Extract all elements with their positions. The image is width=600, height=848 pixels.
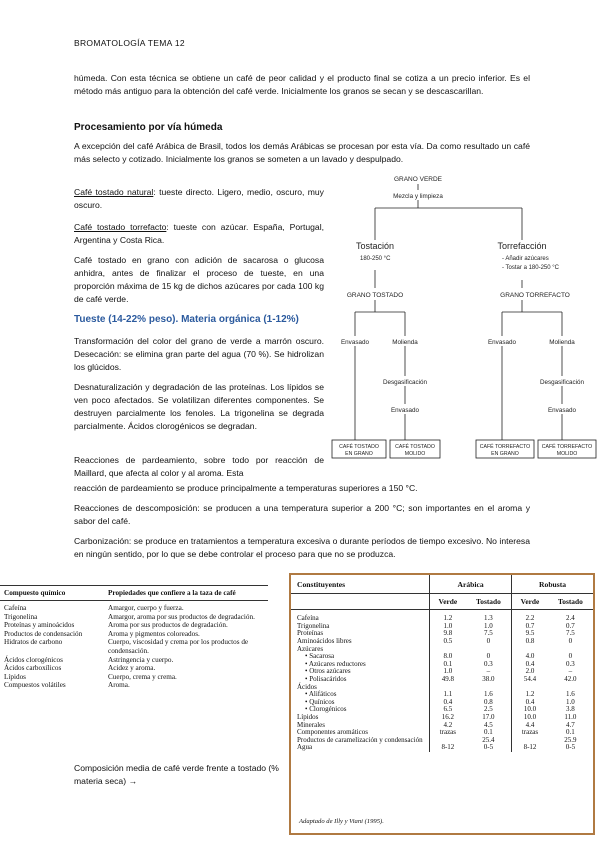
compound-name: Ácidos carboxílicos	[4, 664, 62, 673]
constituent-name: Productos de caramelización y condensación	[297, 735, 423, 744]
constituent-name: Ácidos	[297, 682, 317, 691]
constituent-name: • Otros azúcares	[305, 667, 351, 676]
constituent-value: 6.5	[430, 706, 466, 714]
diagram-torrefaccion: Torrefacción	[497, 241, 547, 251]
compound-row	[0, 630, 268, 639]
diagram-envasado-4: Envasado	[547, 407, 577, 414]
constituent-name: Lípidos	[297, 712, 319, 721]
diagram-grano-tostado: GRANO TOSTADO	[346, 292, 404, 299]
constituent-value: 7.5	[566, 629, 575, 638]
diagram-molienda-1: Molienda	[392, 339, 418, 346]
diagram-tostacion-temp: 180-250 °C	[360, 256, 391, 262]
constituent-value: 49.8	[430, 676, 466, 684]
compounds-table	[0, 585, 268, 711]
compound-row	[0, 621, 268, 630]
table-caption	[74, 762, 284, 788]
carbonizacion-paragraph: Carbonización: se produce en tratamientos a temperatura excesiva o durante períodos de tiempo excesivo. No interesa en ningún sentido, por lo que se debe controlar el proceso para que no se produzca.	[74, 536, 530, 559]
constituent-value: –	[568, 667, 573, 676]
box3-line1: CAFÉ TORREFACTO	[479, 444, 531, 450]
constituent-value: 4.7	[566, 720, 575, 729]
compound-row	[0, 604, 268, 613]
compound-property: Cuerpo, crema y crema.	[108, 672, 177, 681]
constituent-name: • Alifáticos	[305, 690, 337, 699]
transformacion-paragraph: Transformación del color del grano de verde a marrón oscuro. Desecación: se elimina gran parte del agua (70 %). Se hidrolizan los glúcidos.	[74, 336, 324, 372]
constituent-value: 0.4	[512, 699, 548, 707]
constituent-value: 0-5	[565, 743, 576, 752]
sub-tostado-robusta: Tostado	[548, 593, 593, 610]
natural-text: : tueste directo. Ligero, medio, oscuro, muy oscuro.	[74, 187, 324, 210]
constituent-value: 8-12	[512, 744, 548, 752]
constituent-value: 16.2	[430, 714, 466, 722]
maillard-paragraph: Reacciones de pardeamiento, sobre todo por reacción de Maillard, que afecta al color y al aroma. Esta	[74, 455, 324, 478]
compound-property: Aroma y pigmentos coloreados.	[108, 629, 200, 638]
constituent-value: 0.4	[430, 699, 466, 707]
table-footnote: Adaptado de Illy y Viani (1995).	[299, 818, 384, 825]
constituent-value: 0.3	[484, 659, 493, 668]
box3-line2: EN GRANO	[491, 451, 519, 457]
composition-row	[291, 691, 593, 699]
constituent-value: 0	[568, 652, 573, 661]
constituent-value: 11.0	[564, 712, 577, 721]
constituent-value: 2.0	[512, 668, 548, 676]
diagram-envasado-2: Envasado	[487, 339, 517, 346]
compound-row	[0, 664, 268, 673]
constituent-value: 8.0	[430, 653, 466, 661]
constituent-value: –	[486, 667, 491, 676]
constituent-value: 1.0	[484, 621, 493, 630]
compound-property: Aroma por sus productos de degradación.	[108, 621, 228, 630]
section-paragraph: A excepción del café Arábica de Brasil, todos los demás Arábicas se procesan por esta vía. Da como resultado un café más selecto y cotizado. Inicialmente los granos se someten a un lavado y despulpado.	[74, 141, 530, 164]
torrefacto-text: : tueste con azúcar. España, Portugal, Argentina y Costa Rica.	[74, 222, 324, 245]
process-diagram	[330, 170, 600, 462]
constituent-value: 9.8	[430, 630, 466, 638]
header-propiedades: Propiedades que confiere a la taza de café	[108, 589, 236, 597]
diagram-envasado-3: Envasado	[390, 407, 420, 414]
constituent-value: 1.6	[484, 690, 493, 699]
constituent-value: 2.2	[512, 610, 548, 623]
constituent-name: Aminoácidos libres	[297, 636, 352, 645]
constituent-value: 7.5	[484, 629, 493, 638]
compound-row	[0, 613, 268, 622]
natural-paragraph	[74, 186, 324, 212]
grano-paragraph: Café tostado en grano con adición de sacarosa o glucosa anhidra, antes de finalizar el proceso de tueste, en una proporción máxima de 15 kg de dichos azúcares por cada 100 kg de café verde.	[74, 255, 324, 304]
compound-name: Hidratos de carbono	[4, 638, 63, 647]
constituent-value: 0.1	[484, 728, 493, 737]
torrefacto-paragraph	[74, 221, 324, 247]
constituent-name: Componentes aromáticos	[297, 728, 368, 737]
constituent-name: Azúcares	[297, 644, 324, 653]
constituent-value: 8-12	[430, 744, 466, 752]
desnaturalizacion-paragraph: Desnaturalización y degradación de las proteínas. Los lípidos se ven poco afectados. Se volatilizan diferentes componentes. Se destruyen parcialmente los fenoles. La trigonelina se degrada parcialmente. Ácidos clorogénicos se degradan.	[74, 382, 324, 431]
constituent-value: 0.8	[484, 697, 493, 706]
constituent-value: 0.1	[566, 728, 575, 737]
constituent-value: 0-5	[483, 743, 494, 752]
compound-name: Ácidos clorogénicos	[4, 655, 63, 664]
constituent-value: 4.5	[484, 720, 493, 729]
constituent-value: 0.5	[430, 638, 466, 646]
diagram-torref-1: - Añadir azúcares	[502, 256, 549, 262]
compound-property: Acidez y aroma.	[108, 664, 156, 673]
compound-property: Amargor, cuerpo y fuerza.	[108, 604, 184, 612]
compound-name: Trigonelina	[4, 612, 38, 621]
constituent-value: 17.0	[482, 712, 495, 721]
composition-row	[291, 744, 593, 752]
compound-name: Compuestos volátiles	[4, 681, 66, 690]
compound-row	[0, 673, 268, 682]
box4-line1: CAFÉ TORREFACTO	[541, 444, 593, 450]
diagram-desgasificacion-1: Desgasificación	[382, 379, 428, 386]
constituent-value: trazas	[430, 729, 466, 737]
col-robusta: Robusta	[512, 575, 593, 593]
col-constituyentes: Constituyentes	[291, 575, 430, 593]
constituent-value: 38.0	[482, 674, 495, 683]
constituent-name: • Quínicos	[305, 697, 335, 706]
constituent-name: Cafeína	[297, 614, 319, 623]
natural-label: Café tostado natural	[74, 187, 154, 197]
diagram-grano-verde: GRANO VERDE	[393, 176, 443, 183]
constituent-value: 0.7	[566, 621, 575, 630]
diagram-tostacion: Tostación	[355, 241, 395, 251]
constituent-value: 1.2	[512, 691, 548, 699]
constituent-value: trazas	[512, 729, 548, 737]
constituent-value: 3.8	[566, 705, 575, 714]
compounds-table-body	[0, 601, 268, 690]
compound-property: Astringencia y cuerpo.	[108, 655, 174, 664]
constituent-name: Minerales	[297, 720, 325, 729]
compound-name: Productos de condensación	[4, 629, 83, 638]
composition-row	[291, 638, 593, 646]
compound-name: Proteínas y aminoácidos	[4, 621, 75, 630]
constituent-value: 4.4	[512, 722, 548, 730]
composition-row	[291, 676, 593, 684]
constituent-value: 0.4	[512, 661, 548, 669]
col-arabica: Arábica	[430, 575, 512, 593]
constituent-name: Agua	[297, 743, 313, 752]
diagram-torref-2: - Tostar a 180-250 °C	[502, 265, 559, 271]
compound-row	[0, 681, 268, 690]
constituent-value: 2.5	[484, 705, 493, 714]
tueste-title: Tueste (14-22% peso). Materia orgánica (1-12%)	[74, 314, 299, 325]
constituent-value: 1.0	[430, 668, 466, 676]
page-header: BROMATOLOGÍA TEMA 12	[74, 38, 185, 48]
constituent-value: 10.0	[512, 714, 548, 722]
composition-row	[291, 714, 593, 722]
constituent-value: 1.6	[566, 690, 575, 699]
constituent-value: 1.1	[430, 691, 466, 699]
sub-verde-arabica: Verde	[430, 593, 466, 610]
compound-row	[0, 656, 268, 665]
box2-line1: CAFÉ TOSTADO	[395, 444, 435, 450]
maillard-paragraph-cont: reacción de pardeamiento se produce principalmente a temperaturas superiores a 150 °C.	[74, 483, 418, 493]
intro-paragraph: húmeda. Con esta técnica se obtiene un café de peor calidad y el producto final se cotiza a un precio inferior. Es el método más antiguo para la obtención del café verde. Inicialmente los granos se secan y se descascarillan.	[74, 73, 530, 96]
composition-row	[291, 610, 593, 623]
compound-property: Cuerpo, viscosidad y crema por los productos de condensación.	[108, 638, 249, 655]
constituent-value: 1.2	[430, 610, 466, 623]
box4-line2: MOLIDO	[556, 451, 578, 457]
composition-row	[291, 684, 593, 692]
caption-text: Composición media de café verde frente a tostado (% materia seca) →	[74, 763, 279, 786]
compound-row	[0, 638, 268, 655]
constituent-value: 1.0	[566, 697, 575, 706]
diagram-molienda-2: Molienda	[549, 339, 575, 346]
diagram-envasado-1: Envasado	[340, 339, 370, 346]
compound-name: Lípidos	[4, 672, 26, 681]
constituent-value: 1.0	[430, 623, 466, 631]
constituent-value: 4.2	[430, 722, 466, 730]
compound-property: Aroma.	[108, 681, 130, 690]
diagram-desgasificacion-2: Desgasificación	[539, 379, 585, 386]
composition-row	[291, 623, 593, 631]
constituent-value: 10.0	[512, 706, 548, 714]
constituent-value: 42.0	[564, 674, 577, 683]
composition-table	[289, 573, 595, 835]
constituent-name: Trigonelina	[297, 621, 330, 630]
constituent-value: 0	[486, 652, 491, 661]
box2-line2: MOLIDO	[404, 451, 426, 457]
compound-property: Amargor, aroma por sus productos de degradación.	[108, 612, 255, 621]
compound-name: Cafeína	[4, 604, 27, 612]
section-title: Procesamiento por vía húmeda	[74, 122, 223, 133]
constituent-value: 25.4	[482, 735, 495, 744]
torrefacto-label: Café tostado torrefacto	[74, 222, 167, 232]
composition-table-body	[291, 610, 593, 752]
constituent-value: 1.3	[484, 614, 493, 623]
constituent-name: Proteínas	[297, 629, 324, 638]
constituent-value: 0.1	[430, 661, 466, 669]
constituent-value: 54.4	[512, 676, 548, 684]
sub-tostado-arabica: Tostado	[466, 593, 512, 610]
diagram-grano-torrefacto: GRANO TORREFACTO	[500, 292, 570, 299]
header-compuesto: Compuesto químico	[4, 589, 66, 597]
constituent-value: 0	[568, 636, 573, 645]
constituent-value: 0.3	[566, 659, 575, 668]
descomposicion-paragraph: Reacciones de descomposición: se producen a una temperatura superior a 200 °C; son importantes en el aroma y sabor del café.	[74, 503, 530, 526]
constituent-name: • Polisacáridos	[305, 674, 347, 683]
constituent-value: 4.0	[512, 653, 548, 661]
box1-line1: CAFÉ TOSTADO	[339, 444, 379, 450]
box1-line2: EN GRANO	[345, 451, 373, 457]
constituent-value: 0.8	[512, 638, 548, 646]
constituent-name: • Clorogénicos	[305, 705, 347, 714]
constituent-value: 2.4	[566, 614, 575, 623]
compounds-table-header	[0, 586, 268, 601]
constituent-value: 25.9	[564, 735, 577, 744]
sub-verde-robusta: Verde	[512, 593, 548, 610]
diagram-mezcla: Mezcla y limpieza	[393, 193, 443, 200]
constituent-name: • Azúcares reductores	[305, 659, 366, 668]
constituent-value: 0	[486, 636, 491, 645]
constituent-value: 9.5	[512, 630, 548, 638]
constituent-value: 0.7	[512, 623, 548, 631]
composition-row	[291, 646, 593, 654]
constituent-name: • Sacarosa	[305, 652, 335, 661]
